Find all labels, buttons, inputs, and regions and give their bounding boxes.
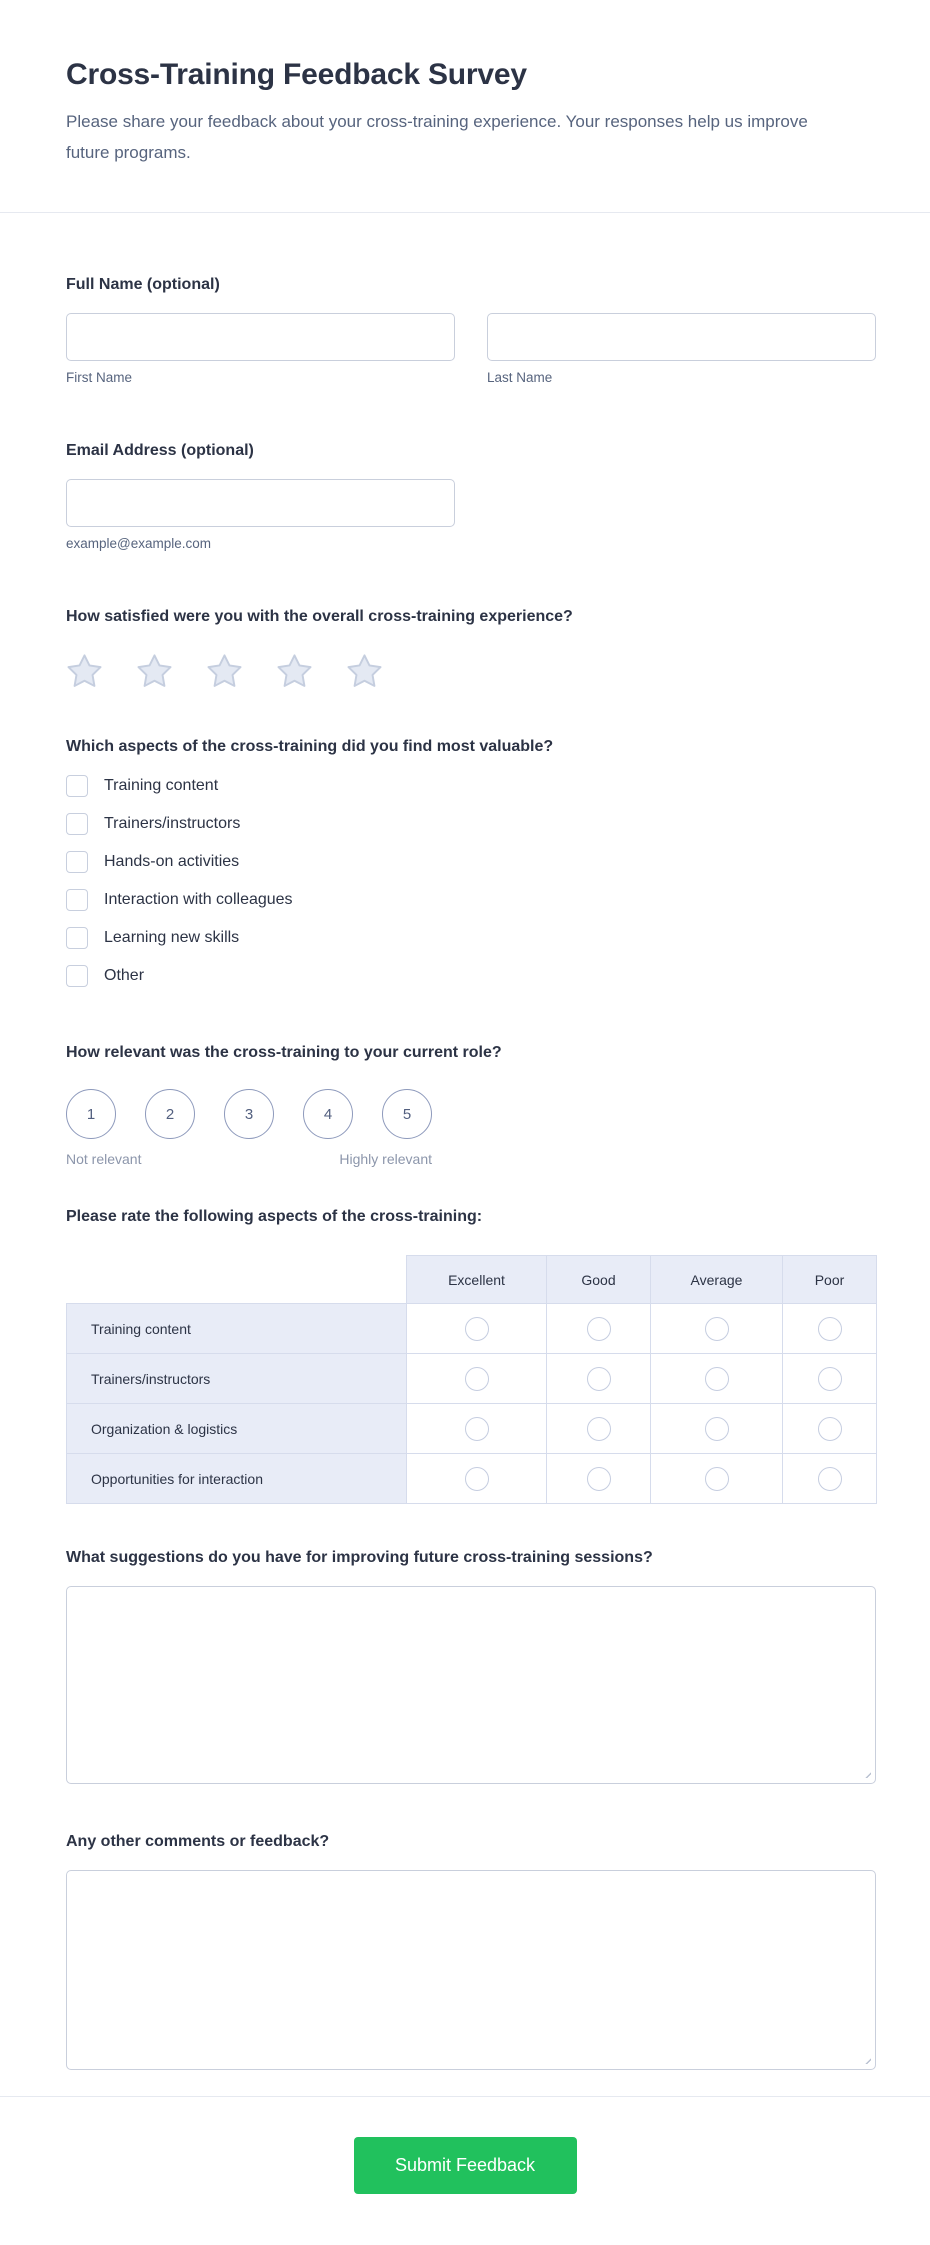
- checkbox-option[interactable]: [66, 775, 864, 797]
- satisfaction-label: How satisfied were you with the overall cross-training experience?: [66, 608, 573, 625]
- last-name-input[interactable]: [487, 313, 876, 361]
- comments-textarea[interactable]: [66, 1870, 876, 2070]
- matrix-radio[interactable]: [587, 1367, 611, 1391]
- scale-max-label: Highly relevant: [339, 1151, 432, 1167]
- relevance-label: How relevant was the cross-training to your current role?: [66, 1044, 502, 1061]
- matrix-row-label: Training content: [67, 1304, 407, 1354]
- checkbox-label: Learning new skills: [104, 929, 240, 946]
- matrix-row: [67, 1354, 877, 1404]
- matrix-cell[interactable]: [547, 1454, 651, 1504]
- matrix-row-label: Trainers/instructors: [67, 1354, 407, 1404]
- checkbox[interactable]: [66, 851, 88, 873]
- checkbox[interactable]: [66, 927, 88, 949]
- field-email: [66, 441, 864, 551]
- checkbox-option[interactable]: [66, 889, 864, 911]
- matrix-header-row: [67, 1256, 877, 1304]
- checkbox-label: Hands-on activities: [104, 853, 240, 870]
- checkbox-option[interactable]: [66, 927, 864, 949]
- matrix-radio[interactable]: [818, 1417, 842, 1441]
- first-name-input[interactable]: [66, 313, 455, 361]
- scale-option-2[interactable]: 2: [145, 1089, 195, 1139]
- comments-label: Any other comments or feedback?: [66, 1833, 330, 1850]
- matrix-row-label: Opportunities for interaction: [67, 1454, 407, 1504]
- last-name-field: [487, 313, 876, 385]
- first-name-field: [66, 313, 455, 385]
- scale-min-label: Not relevant: [66, 1151, 142, 1167]
- scale-group: [66, 1089, 864, 1139]
- scale-labels: [66, 1151, 432, 1167]
- matrix-cell[interactable]: [783, 1354, 877, 1404]
- matrix-radio[interactable]: [818, 1467, 842, 1491]
- matrix-radio[interactable]: [465, 1417, 489, 1441]
- email-sublabel: example@example.com: [66, 536, 212, 551]
- page-title: Cross-Training Feedback Survey: [66, 58, 527, 91]
- comments-textarea-wrap: [66, 1870, 876, 2070]
- checkbox[interactable]: [66, 889, 88, 911]
- form-description: Please share your feedback about your cross-training experience. Your responses help us improve future programs.: [66, 112, 808, 162]
- matrix-radio[interactable]: [705, 1417, 729, 1441]
- field-comments: [66, 1832, 864, 2070]
- matrix-cell[interactable]: [651, 1354, 783, 1404]
- matrix-radio[interactable]: [705, 1467, 729, 1491]
- matrix-cell[interactable]: [783, 1404, 877, 1454]
- matrix-radio[interactable]: [465, 1467, 489, 1491]
- checkbox[interactable]: [66, 965, 88, 987]
- checkbox-label: Trainers/instructors: [104, 815, 241, 832]
- matrix-radio[interactable]: [587, 1317, 611, 1341]
- matrix-cell[interactable]: [651, 1454, 783, 1504]
- checkbox-label: Training content: [104, 777, 219, 794]
- matrix-cell[interactable]: [547, 1304, 651, 1354]
- checkbox[interactable]: [66, 813, 88, 835]
- matrix-radio[interactable]: [465, 1317, 489, 1341]
- form-body: [0, 213, 930, 2070]
- suggestions-textarea[interactable]: [66, 1586, 876, 1784]
- first-name-sublabel: First Name: [66, 370, 133, 385]
- matrix-radio[interactable]: [465, 1367, 489, 1391]
- matrix-cell[interactable]: [651, 1304, 783, 1354]
- scale-option-3[interactable]: 3: [224, 1089, 274, 1139]
- field-matrix: [66, 1207, 864, 1504]
- matrix-label: Please rate the following aspects of the cross-training:: [66, 1208, 483, 1225]
- field-aspects: [66, 737, 864, 987]
- field-relevance: [66, 1043, 864, 1167]
- checkbox-option[interactable]: [66, 813, 864, 835]
- full-name-label: Full Name (optional): [66, 276, 220, 293]
- matrix-cell[interactable]: [407, 1354, 547, 1404]
- email-input[interactable]: [66, 479, 455, 527]
- checkbox-group: [66, 775, 864, 987]
- matrix-radio[interactable]: [818, 1367, 842, 1391]
- matrix-row: [67, 1304, 877, 1354]
- matrix-cell[interactable]: [783, 1454, 877, 1504]
- suggestions-textarea-wrap: [66, 1586, 876, 1784]
- checkbox[interactable]: [66, 775, 88, 797]
- matrix-row-label: Organization & logistics: [67, 1404, 407, 1454]
- field-full-name: [66, 275, 864, 385]
- matrix-radio[interactable]: [818, 1317, 842, 1341]
- star-icon[interactable]: [276, 653, 313, 689]
- scale-option-5[interactable]: 5: [382, 1089, 432, 1139]
- matrix-cell[interactable]: [547, 1404, 651, 1454]
- submit-button[interactable]: Submit Feedback: [354, 2137, 577, 2194]
- scale-option-1[interactable]: 1: [66, 1089, 116, 1139]
- email-field-wrap: [66, 479, 455, 551]
- last-name-sublabel: Last Name: [487, 370, 553, 385]
- star-icon[interactable]: [136, 653, 173, 689]
- checkbox-option[interactable]: [66, 851, 864, 873]
- matrix-radio[interactable]: [705, 1317, 729, 1341]
- suggestions-label: What suggestions do you have for improving future cross-training sessions?: [66, 1549, 653, 1566]
- field-satisfaction: [66, 607, 864, 689]
- matrix-cell[interactable]: [407, 1454, 547, 1504]
- matrix-column-header: Poor: [783, 1256, 877, 1304]
- field-suggestions: [66, 1548, 864, 1784]
- checkbox-option[interactable]: [66, 965, 864, 987]
- star-rating: [66, 653, 864, 689]
- aspects-label: Which aspects of the cross-training did you find most valuable?: [66, 738, 554, 755]
- checkbox-label: Other: [104, 967, 145, 984]
- matrix-radio[interactable]: [587, 1467, 611, 1491]
- form-footer: [0, 2096, 930, 2244]
- matrix-cell[interactable]: [547, 1354, 651, 1404]
- matrix-cell[interactable]: [783, 1304, 877, 1354]
- matrix-row: [67, 1454, 877, 1504]
- form-header: [0, 0, 930, 213]
- matrix-column-header: Excellent: [407, 1256, 547, 1304]
- email-label: Email Address (optional): [66, 442, 254, 459]
- name-row: [66, 313, 864, 385]
- matrix-table: [66, 1255, 877, 1504]
- matrix-column-header: Average: [651, 1256, 783, 1304]
- scale-option-4[interactable]: 4: [303, 1089, 353, 1139]
- matrix-cell[interactable]: [651, 1404, 783, 1454]
- star-icon[interactable]: [206, 653, 243, 689]
- matrix-row: [67, 1404, 877, 1454]
- star-icon[interactable]: [346, 653, 383, 689]
- matrix-cell[interactable]: [407, 1304, 547, 1354]
- matrix-corner-cell: [67, 1256, 407, 1304]
- matrix-radio[interactable]: [587, 1417, 611, 1441]
- matrix-cell[interactable]: [407, 1404, 547, 1454]
- star-icon[interactable]: [66, 653, 103, 689]
- matrix-column-header: Good: [547, 1256, 651, 1304]
- checkbox-label: Interaction with colleagues: [104, 891, 293, 908]
- matrix-radio[interactable]: [705, 1367, 729, 1391]
